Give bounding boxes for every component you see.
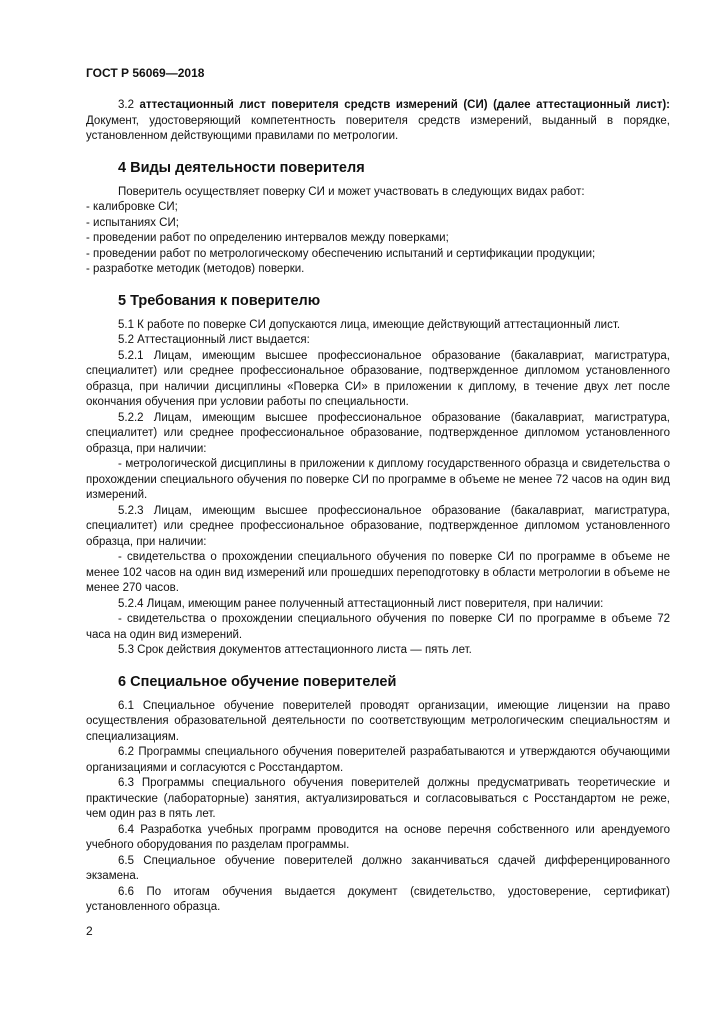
list-item: - проведении работ по метрологическому обеспечению испытаний и сертификации продукции;	[86, 247, 596, 260]
clause-5-2-3: 5.2.3 Лицам, имеющим высшее профессиональное образование (бакалавриат, магистратура, специалитет) или среднее профессиональное образование, подтвержденное дипломом установленного образца, при наличии:	[86, 504, 670, 548]
document-body	[86, 98, 670, 916]
clause-5-2-4-item: - свидетельства о прохождении специального обучения по поверке СИ по программе в объеме 72 часа на один вид измерений.	[86, 613, 670, 641]
definition-3-2	[86, 98, 670, 145]
list-item: - проведении работ по определению интервалов между поверками;	[86, 232, 449, 244]
clause-5-1: 5.1 К работе по поверке СИ допускаются лица, имеющие действующий аттестационный лист.	[118, 318, 621, 331]
section-6-title: 6 Специальное обучение поверителей	[118, 673, 397, 690]
list-item: - разработке методик (методов) поверки.	[86, 263, 305, 275]
definition-text: Документ, удостоверяющий компетентность поверителя средств измерений, выданный в порядке, установленном действующими правилами по метрологии.	[86, 114, 670, 142]
clause-6-4: 6.4 Разработка учебных программ проводится на основе перечня собственного или арендуемого учебного оборудования по разделам программы.	[86, 823, 670, 851]
clause-5-2-3-item: - свидетельства о прохождении специального обучения по поверке СИ по программе в объеме не менее 102 часов на один вид измерений или прошедших переподготовку в области метрологии в объеме не менее 270 часов.	[86, 551, 670, 594]
clause-5-2: 5.2 Аттестационный лист выдается:	[118, 334, 310, 346]
clause-6-3: 6.3 Программы специального обучения поверителей должны предусматривать теоретические и практические (лабораторные) занятия, актуализироваться и согласовываться с Росстандартом не реже, чем один раз в пять лет.	[86, 777, 670, 820]
list-item: - испытаниях СИ;	[86, 216, 179, 229]
clause-5-2-4: 5.2.4 Лицам, имеющим ранее полученный аттестационный лист поверителя, при наличии:	[118, 597, 604, 610]
clause-6-5: 6.5 Специальное обучение поверителей должно заканчиваться сдачей дифференцированного экзамена.	[86, 854, 670, 882]
definition-term: аттестационный лист поверителя средств измерений (СИ) (далее аттестационный лист):	[139, 99, 670, 111]
definition-number: 3.2	[118, 99, 134, 111]
page-number: 2	[86, 924, 93, 938]
section-4-title: 4 Виды деятельности поверителя	[118, 159, 365, 176]
section-4-intro: Поверитель осуществляет поверку СИ и может участвовать в следующих видах работ:	[118, 185, 585, 198]
clause-6-6: 6.6 По итогам обучения выдается документ (свидетельство, удостоверение, сертификат) установленного образца.	[86, 885, 670, 913]
clause-6-1: 6.1 Специальное обучение поверителей проводят организации, имеющие лицензии на право осуществления образовательной деятельности по соответствующим метрологическим специальностям и специализациям.	[86, 699, 670, 743]
section-5-title: 5 Требования к поверителю	[118, 292, 321, 309]
document-code: ГОСТ Р 56069—2018	[86, 66, 205, 80]
clause-6-2: 6.2 Программы специального обучения поверителей разрабатываются и утверждаются обучающими организациями и согласуются с Росстандартом.	[86, 746, 670, 774]
list-item: - калибровке СИ;	[86, 201, 178, 213]
clause-5-3: 5.3 Срок действия документов аттестационного листа — пять лет.	[118, 644, 472, 656]
clause-5-2-2-item: - метрологической дисциплины в приложении к диплому государственного образца и свидетельства о прохождении специального обучения по поверке СИ по программе в объеме не менее 72 часов на один вид измерений.	[86, 458, 670, 501]
clause-5-2-2: 5.2.2 Лицам, имеющим высшее профессиональное образование (бакалавриат, магистратура, специалитет) или среднее профессиональное образование, подтвержденное дипломом установленного образца, при наличии:	[86, 411, 670, 455]
clause-5-2-1: 5.2.1 Лицам, имеющим высшее профессиональное образование (бакалавриат, магистратура, специалитет) или среднее профессиональное образование, подтвержденное дипломом установленного образца, при наличии дисциплины «Поверка СИ» в приложении к диплому, в течение двух лет после окончания обучения при условии работы по специальности.	[86, 349, 670, 408]
